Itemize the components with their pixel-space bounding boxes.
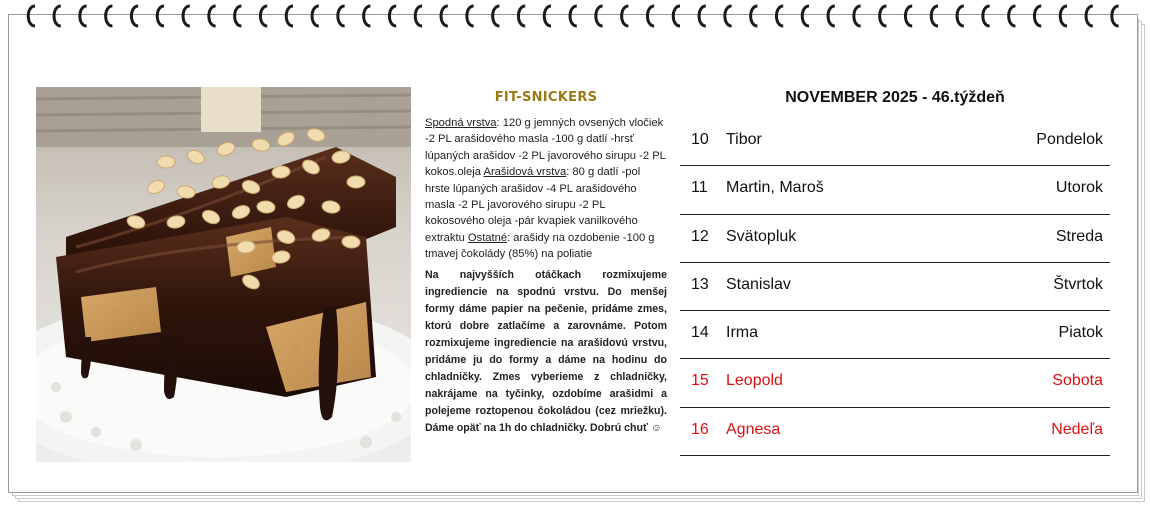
spiral-ring [312,6,319,26]
spiral-ring [802,6,809,26]
day-number: 14 [691,324,709,342]
name-day: Agnesa [726,420,781,438]
spiral-ring [467,6,474,26]
other-label: Ostatné [467,231,508,244]
spiral-ring [28,6,35,26]
spiral-ring [338,6,345,26]
spiral-ring [1034,6,1041,26]
bottom-layer-text: : 120 g jemných ovsených vločiek -2 PL arašidového masla -100 g datlí -hrsť lúpaných arašidov -2 PL javorového sirupu -2 PL kokos.oleja [425,117,666,179]
spiral-ring [544,6,551,26]
spiral-ring [647,6,654,26]
day-number: 11 [691,179,708,197]
bottom-layer-label: Spodná vrstva [425,117,497,129]
spiral-ring [905,6,912,26]
spiral-ring [157,6,164,26]
day-number: 10 [691,131,709,148]
spiral-ring [54,6,61,26]
calendar-week [680,118,1110,456]
spiral-ring [131,6,138,26]
spiral-ring [1060,6,1067,26]
spiral-ring [364,6,371,26]
spiral-ring [596,6,603,26]
recipe-photo [36,87,411,462]
spiral-ring [1009,6,1016,26]
calendar-row [680,166,1110,214]
weekday: Sobota [1052,372,1103,390]
weekday: Štvrtok [1053,275,1103,293]
calendar-row [680,118,1110,166]
peanut [157,156,175,168]
spiral-binding [0,0,1150,34]
calendar-row [680,215,1110,263]
name-day: Leopold [726,372,783,390]
spiral-ring [828,6,835,26]
day-number: 16 [691,420,709,438]
spiral-ring [570,6,577,26]
spiral-ring [415,6,422,26]
spiral-ring [235,6,242,26]
spiral-ring [80,6,87,26]
name-day: Tibor [726,131,762,148]
peanut-layer-text: : 80 g datlí -pol hrste lúpaných arašidov -4 PL arašidového masla -2 PL javorového sirupu -2 PL kokosového oleja -pár kvapiek vanilkového extraktu [425,166,641,244]
day-number: 13 [691,275,709,293]
calendar-row [680,263,1110,311]
spiral-ring [183,6,190,26]
spiral-ring [983,6,990,26]
weekday: Piatok [1058,324,1103,342]
weekday: Pondelok [1036,131,1103,148]
name-day: Irma [726,324,758,342]
name-day: Martin, Maroš [726,179,824,197]
spiral-ring [441,6,448,26]
recipe-panel [425,87,667,437]
spiral-ring [725,6,732,26]
spiral-ring [518,6,525,26]
peanut-layer-label: Arašidová vrstva [483,166,567,179]
name-day: Svätopluk [726,227,797,245]
calendar-row [680,311,1110,359]
other-text: : arašidy na ozdobenie -100 g tmavej čokolády (85%) na poliatie [425,231,655,261]
calendar-title: NOVEMBER 2025 - 46.týždeň [785,89,1005,106]
spiral-ring [493,6,500,26]
day-number: 12 [691,227,709,245]
spiral-ring [622,6,629,26]
spiral-ring [854,6,861,26]
spiral-ring [1112,6,1119,26]
spiral-ring [957,6,964,26]
weekday: Streda [1055,227,1103,245]
calendar-row-weekend [680,408,1110,456]
recipe-ingredients [425,115,667,263]
spiral-ring [673,6,680,26]
weekday: Nedeľa [1051,420,1103,438]
spiral-ring [931,6,938,26]
spiral-ring [751,6,758,26]
spiral-ring [880,6,887,26]
calendar-row-weekend [680,359,1110,407]
recipe-title: FIT-SNICKERS [494,90,598,105]
recipe-instructions: Na najvyšších otáčkach rozmixujeme ingrediencie na spodnú vrstvu. Do menšej formy dáme papier na pečenie, pridáme zmes, ktorú dobre zatlačíme a zarovnáme. Potom rozmixujeme ingrediencie na arašidovú vrstvu, pridáme ju do formy a dáme na hodinu do chladničky. Zmes vyberieme z chladničky, nakrájame na tyčinky, ozdobíme arašidmi a polejeme roztopenou čokoládou (cez mriežku). Dáme opäť na 1h do chladničky. Dobrú chuť ☺ [425,268,667,434]
spiral-ring [389,6,396,26]
peanut [347,176,365,188]
spiral-ring [699,6,706,26]
weekday: Utorok [1055,179,1103,197]
spiral-ring [286,6,293,26]
spiral-ring [209,6,216,26]
spiral-ring [1086,6,1093,26]
spiral-ring [106,6,113,26]
day-number: 15 [691,372,709,390]
spiral-ring [776,6,783,26]
spiral-ring [260,6,267,26]
name-day: Stanislav [726,275,791,293]
